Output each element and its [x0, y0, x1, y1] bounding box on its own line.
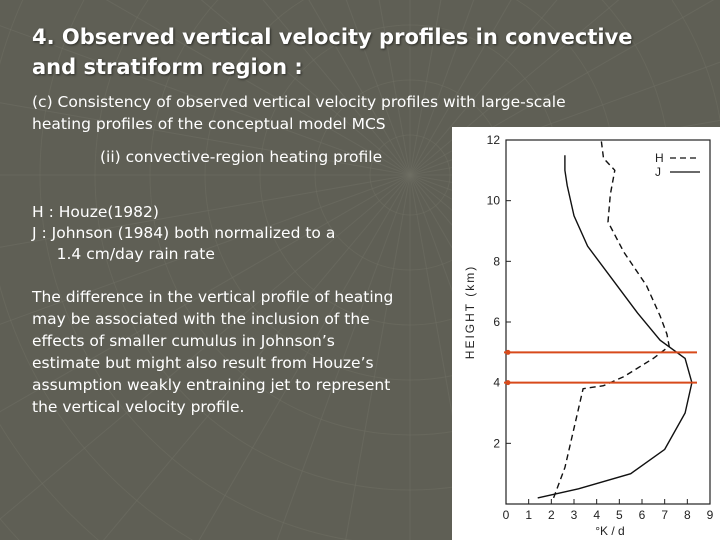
- y-tick-label: 2: [493, 436, 500, 451]
- x-tick-label: 9: [706, 508, 714, 522]
- x-axis-title: °K / d: [595, 524, 625, 538]
- legend-label: J: [655, 165, 661, 179]
- explanation-line: The difference in the vertical profile of heating: [32, 288, 394, 306]
- x-tick-label: 6: [638, 508, 646, 522]
- subitem-heading: (ii) convective-region heating profile: [100, 148, 383, 166]
- heating-profile-figure: [452, 127, 720, 540]
- explanation-line: assumption weakly entraining jet to represent: [32, 376, 391, 394]
- y-tick-label: 8: [493, 254, 500, 269]
- reference-note: H : Houze(1982): [32, 203, 159, 221]
- x-tick-label: 4: [593, 508, 601, 522]
- x-tick-label: 8: [683, 508, 691, 522]
- plot-frame: [506, 140, 710, 504]
- legend-label: H: [655, 151, 664, 165]
- explanation-line: the vertical velocity profile.: [32, 398, 245, 416]
- x-tick-label: 5: [615, 508, 623, 522]
- reference-note: 1.4 cm/day rain rate: [32, 245, 215, 263]
- x-tick-label: 7: [661, 508, 669, 522]
- slide-title-line: and stratiform region :: [32, 55, 303, 79]
- explanation-line: effects of smaller cumulus in Johnson’s: [32, 332, 335, 350]
- y-axis-title: HEIGHT (km): [463, 264, 477, 360]
- heating-profile-chart: [452, 127, 720, 540]
- series-line-J: [538, 155, 692, 498]
- slide-title: [32, 22, 712, 82]
- x-tick-label: 1: [525, 508, 533, 522]
- series-line-H: [554, 140, 670, 498]
- y-tick-label: 12: [486, 133, 500, 147]
- slide-title-line: 4. Observed vertical velocity profiles in convective: [32, 25, 633, 49]
- x-tick-label: 3: [570, 508, 578, 522]
- reference-note: J : Johnson (1984) both normalized to a: [32, 224, 336, 242]
- x-tick-label: 0: [502, 508, 510, 522]
- explanation-line: may be associated with the inclusion of the: [32, 310, 370, 328]
- subheading-line: (c) Consistency of observed vertical velocity profiles with large-scale: [32, 93, 566, 111]
- y-tick-label: 6: [493, 315, 500, 329]
- y-tick-label: 4: [493, 375, 500, 390]
- y-tick-label: 10: [486, 193, 500, 208]
- subheading-line: heating profiles of the conceptual model MCS: [32, 115, 386, 133]
- explanation-line: estimate but might also result from Houze’s: [32, 354, 374, 372]
- x-tick-label: 2: [547, 508, 555, 522]
